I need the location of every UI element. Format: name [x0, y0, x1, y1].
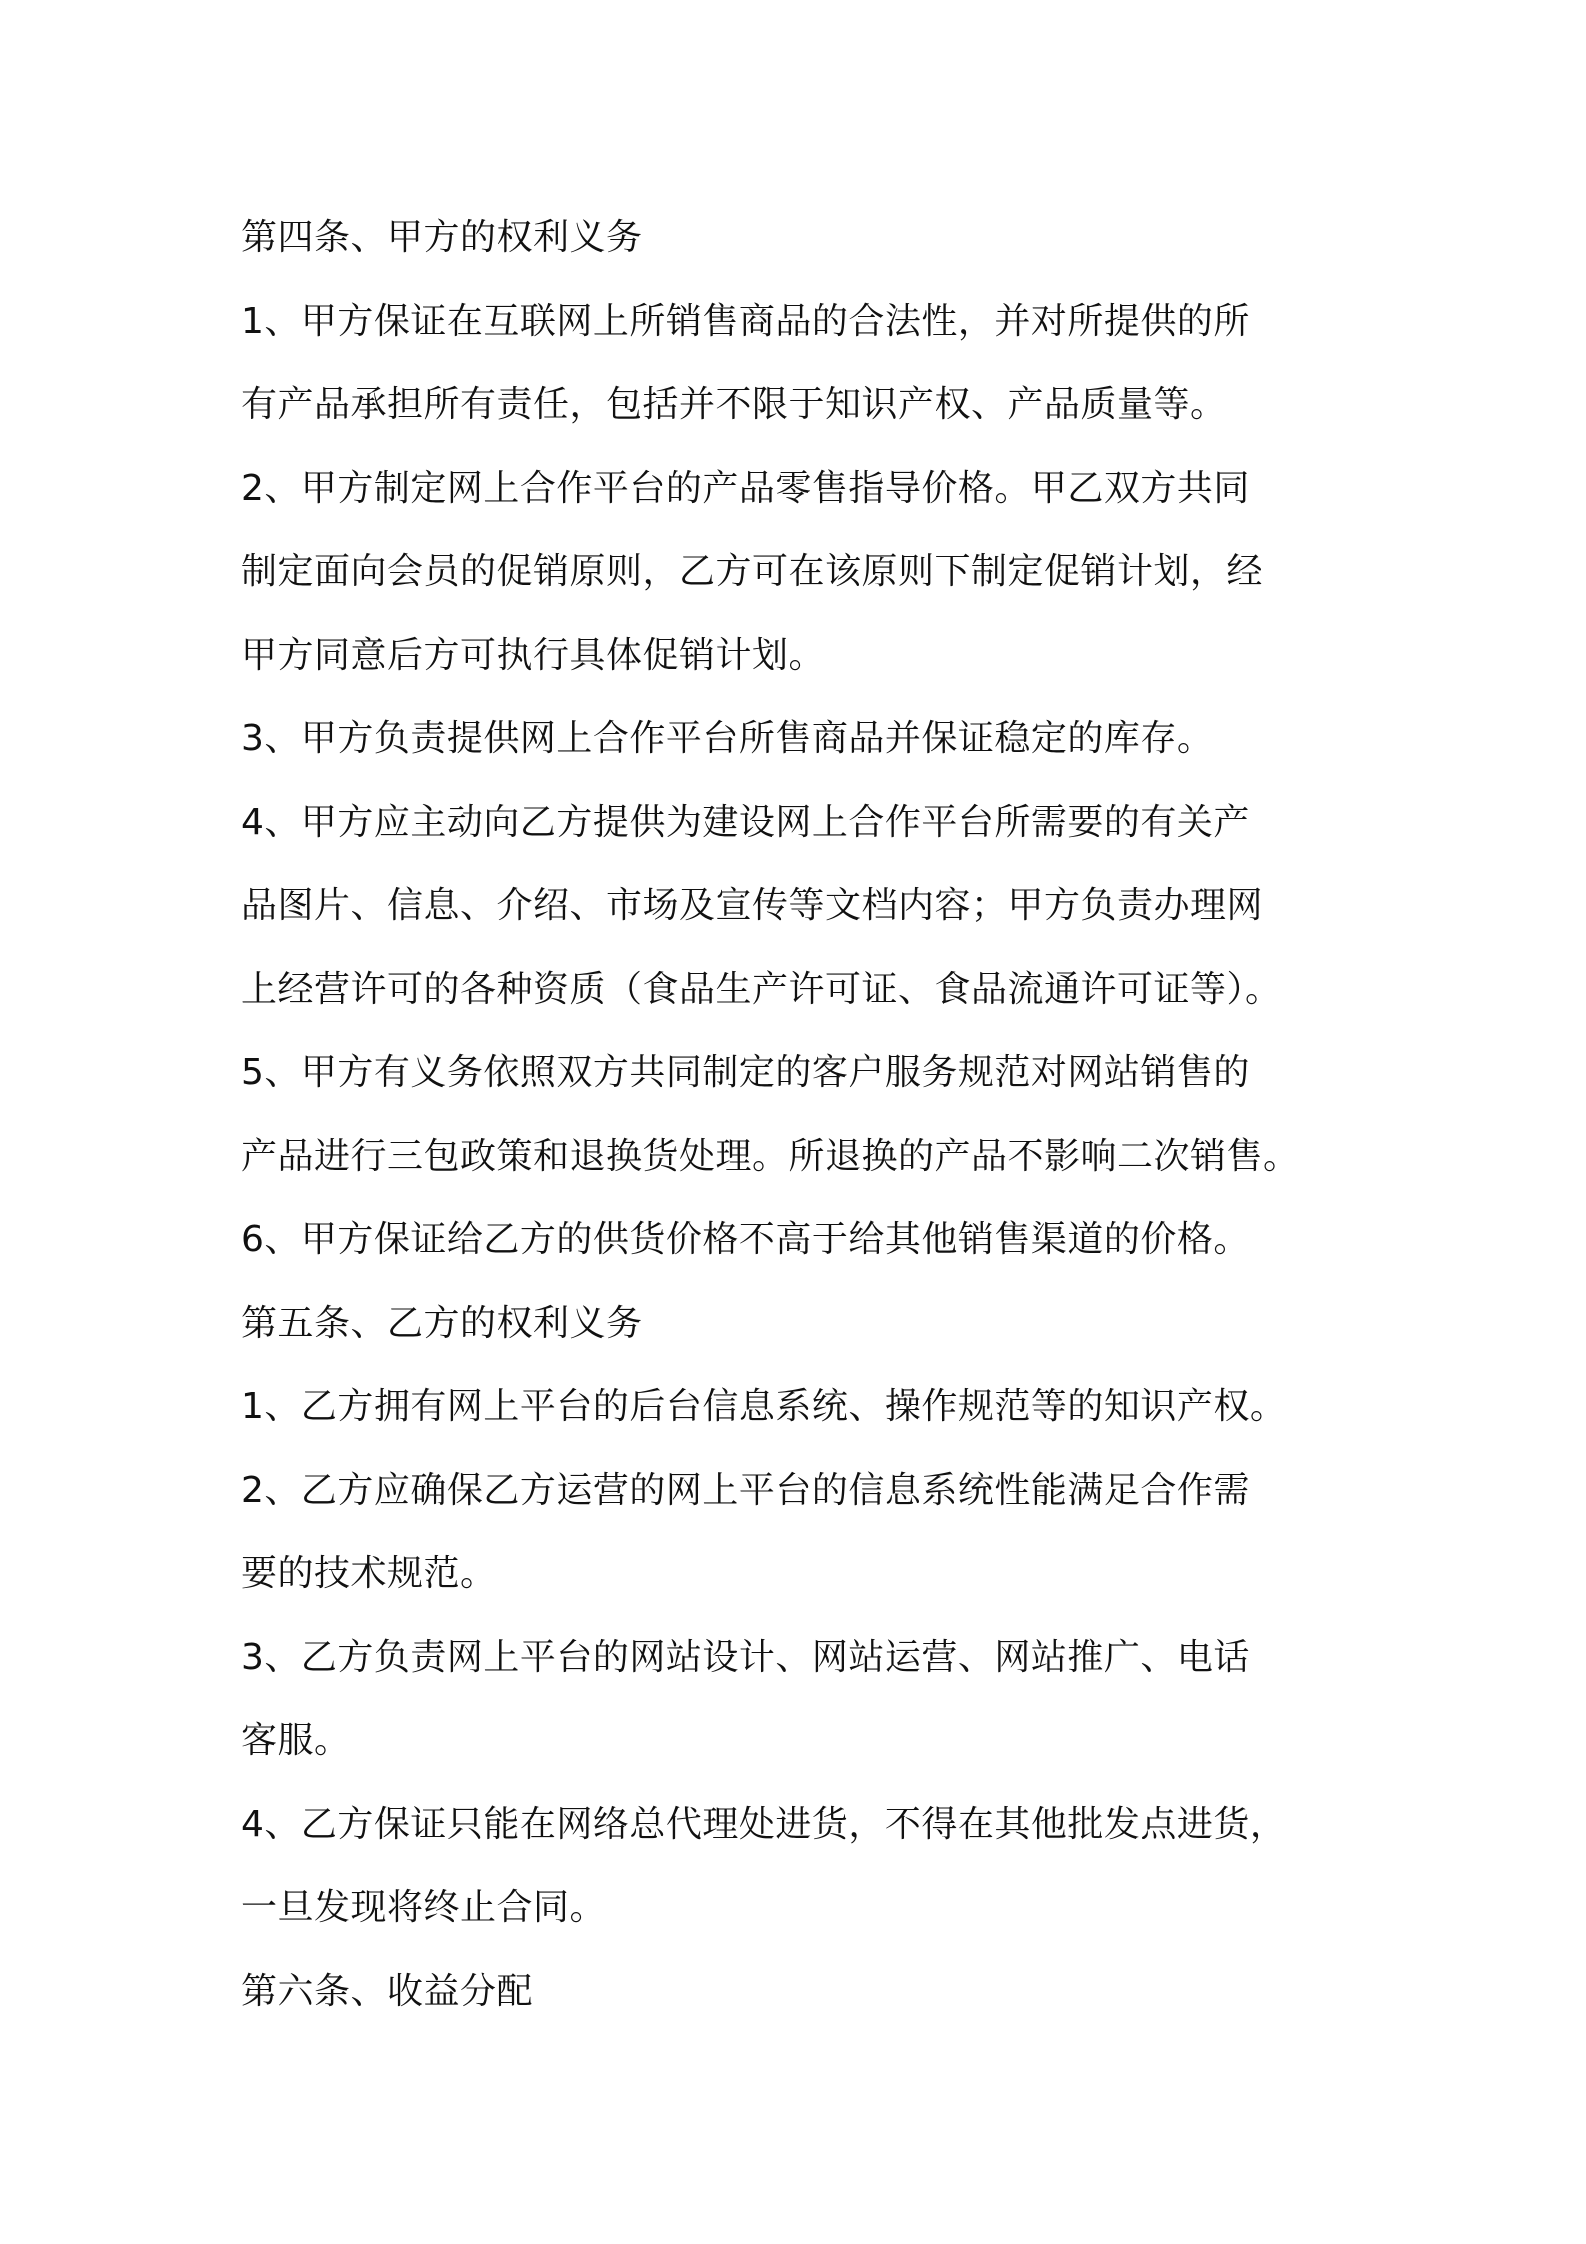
text-line: 品图片、信息、介绍、市场及宣传等文档内容；甲方负责办理网	[241, 885, 1264, 926]
text-line: 一旦发现将终止合同。	[241, 1887, 607, 1928]
text-line: 甲方同意后方可执行具体促销计划。	[241, 634, 826, 676]
text-line: 要的技术规范。	[241, 1553, 497, 1594]
text-line: 1、甲方保证在互联网上所销售商品的合法性，并对所提供的所	[241, 300, 1250, 342]
text-line: 3、乙方负责网上平台的网站设计、网站运营、网站推广、电话	[241, 1636, 1250, 1678]
text-line: 3、甲方负责提供网上合作平台所售商品并保证稳定的库存。	[241, 718, 1214, 759]
text-line: 产品进行三包政策和退换货处理。所退换的产品不影响二次销售。	[241, 1135, 1300, 1177]
heading-article-4: 第四条、甲方的权利义务	[241, 217, 643, 258]
text-line: 客服。	[241, 1720, 351, 1761]
text-line: 4、乙方保证只能在网络总代理处进货，不得在其他批发点进货，	[241, 1803, 1287, 1845]
text-line: 制定面向会员的促销原则，乙方可在该原则下制定促销计划，经	[241, 551, 1264, 592]
document-body	[241, 196, 1381, 2033]
text-line: 有产品承担所有责任，包括并不限于知识产权、产品质量等。	[241, 384, 1227, 425]
text-line: 上经营许可的各种资质（食品生产许可证、食品流通许可证等）。	[241, 968, 1282, 1010]
text-line: 2、甲方制定网上合作平台的产品零售指导价格。甲乙双方共同	[241, 467, 1250, 509]
text-line: 4、甲方应主动向乙方提供为建设网上合作平台所需要的有关产	[241, 801, 1250, 843]
heading-article-5: 第五条、乙方的权利义务	[241, 1302, 643, 1344]
text-line: 1、乙方拥有网上平台的后台信息系统、操作规范等的知识产权。	[241, 1386, 1287, 1427]
text-line: 2、乙方应确保乙方运营的网上平台的信息系统性能满足合作需	[241, 1469, 1250, 1511]
text-line: 6、甲方保证给乙方的供货价格不高于给其他销售渠道的价格。	[241, 1219, 1250, 1260]
text-line: 5、甲方有义务依照双方共同制定的客户服务规范对网站销售的	[241, 1052, 1250, 1093]
heading-article-6: 第六条、收益分配	[241, 1970, 534, 2012]
